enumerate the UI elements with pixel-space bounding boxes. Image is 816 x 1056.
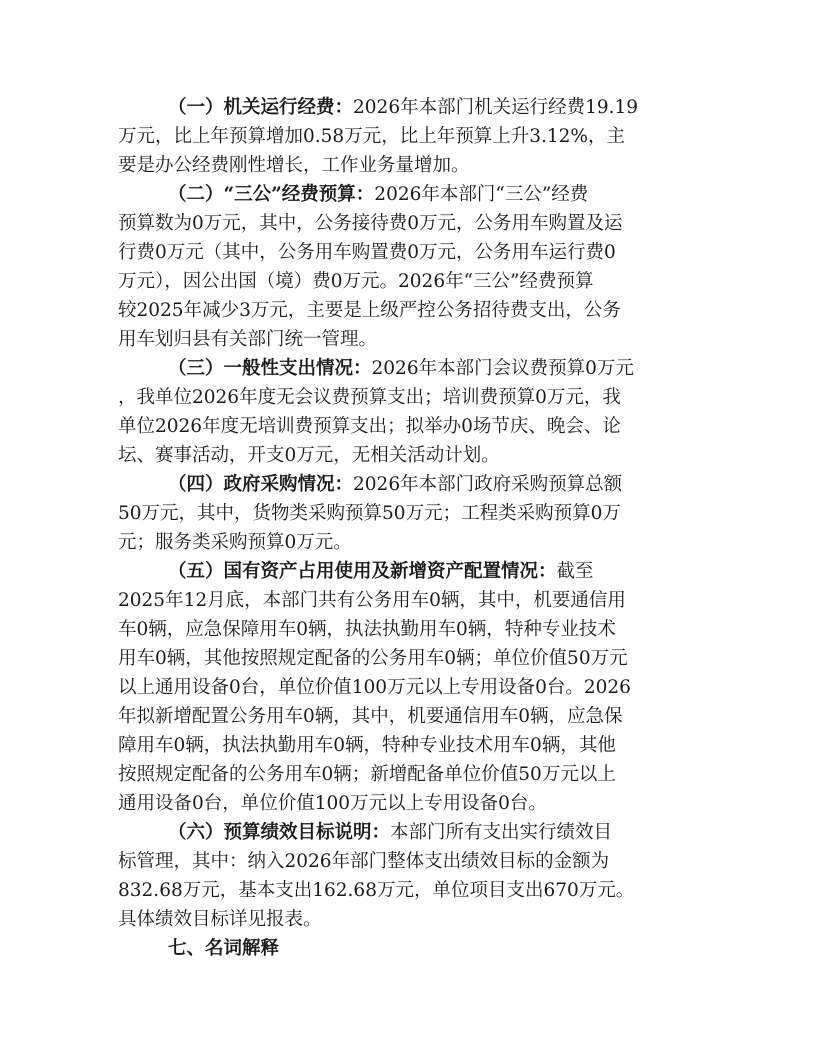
paragraph-5-heading: （五）国有资产占用使用及新增资产配置情况： <box>168 561 557 582</box>
paragraph-4-text: 2026年本部门政府采购预算总额 <box>353 474 623 495</box>
paragraph-6-line-2: 标管理，其中：纳入2026年部门整体支出绩效目标的金额为 <box>118 851 610 872</box>
paragraph-2-heading: （二）“三公”经费预算： <box>168 184 375 205</box>
paragraph-6-line-3: 832.68万元，基本支出162.68万元，单位项目支出670万元。 <box>118 880 635 901</box>
paragraph-1-line-1 <box>168 96 638 120</box>
paragraph-2-line-3: 行费0万元（其中，公务用车购置费0万元，公务用车运行费0 <box>118 242 616 263</box>
paragraph-1-line-3: 要是办公经费刚性增长，工作业务量增加。 <box>118 155 470 176</box>
paragraph-2-line-6: 用车划归县有关部门统一管理。 <box>118 329 378 350</box>
paragraph-5-line-1 <box>168 560 594 584</box>
paragraph-4-line-2: 50万元，其中，货物类采购预算50万元；工程类采购预算0万 <box>118 503 621 524</box>
paragraph-2-line-1 <box>168 183 588 207</box>
paragraph-5-line-8: 按照规定配备的公务用车0辆；新增配备单位价值50万元以上 <box>118 764 616 785</box>
paragraph-1-heading: （一）机关运行经费： <box>168 97 354 118</box>
paragraph-5-line-7: 障用车0辆，执法执勤用车0辆，特种专业技术用车0辆，其他 <box>118 735 616 756</box>
paragraph-4-line-3: 元；服务类采购预算0万元。 <box>118 532 352 553</box>
paragraph-3-line-2: ，我单位2026年度无会议费预算支出；培训费预算0万元，我 <box>118 387 621 408</box>
paragraph-2-line-2: 预算数为0万元，其中，公务接待费0万元，公务用车购置及运 <box>118 213 623 234</box>
paragraph-4-heading: （四）政府采购情况： <box>168 474 354 495</box>
paragraph-2-text: 2026年本部门“三公”经费 <box>374 184 589 205</box>
paragraph-3-line-4: 坛、赛事活动，开支0万元，无相关活动计划。 <box>118 445 500 466</box>
paragraph-2-line-4: 万元），因公出国（境）费0万元。2026年“三公”经费预算 <box>118 271 594 292</box>
paragraph-5-line-6: 年拟新增配置公务用车0辆，其中，机要通信用车0辆，应急保 <box>118 706 623 727</box>
paragraph-2-line-5: 较2025年减少3万元，主要是上级严控公务招待费支出，公务 <box>118 300 621 321</box>
paragraph-5-line-5: 以上通用设备0台，单位价值100万元以上专用设备0台。2026 <box>118 677 631 698</box>
section-heading: 七、名词解释 <box>168 938 280 959</box>
paragraph-3-text: 2026年本部门会议费预算0万元 <box>371 358 634 379</box>
paragraph-1-line-2: 万元，比上年预算增加0.58万元，比上年预算上升3.12%，主 <box>118 126 625 147</box>
paragraph-5-line-2: 2025年12月底，本部门共有公务用车0辆，其中，机要通信用 <box>118 590 626 611</box>
paragraph-4-line-1 <box>168 473 622 497</box>
paragraph-6-text: 本部门所有支出实行绩效目 <box>390 822 613 843</box>
paragraph-3-heading: （三）一般性支出情况： <box>168 358 372 379</box>
paragraph-6-line-4: 具体绩效目标详见报表。 <box>118 909 322 930</box>
paragraph-1-text: 2026年本部门机关运行经费19.19 <box>353 97 639 118</box>
paragraph-5-line-9: 通用设备0台，单位价值100万元以上专用设备0台。 <box>118 793 547 814</box>
paragraph-5-text: 截至 <box>556 561 594 582</box>
paragraph-5-line-3: 车0辆，应急保障用车0辆，执法执勤用车0辆，特种专业技术 <box>118 619 616 640</box>
paragraph-3-line-1 <box>168 357 634 381</box>
paragraph-6-line-1 <box>168 821 612 845</box>
paragraph-5-line-4: 用车0辆，其他按照规定配备的公务用车0辆；单位价值50万元 <box>118 648 628 669</box>
paragraph-6-heading: （六）预算绩效目标说明： <box>168 822 391 843</box>
paragraph-3-line-3: 单位2026年度无培训费预算支出；拟举办0场节庆、晚会、论 <box>118 416 621 437</box>
